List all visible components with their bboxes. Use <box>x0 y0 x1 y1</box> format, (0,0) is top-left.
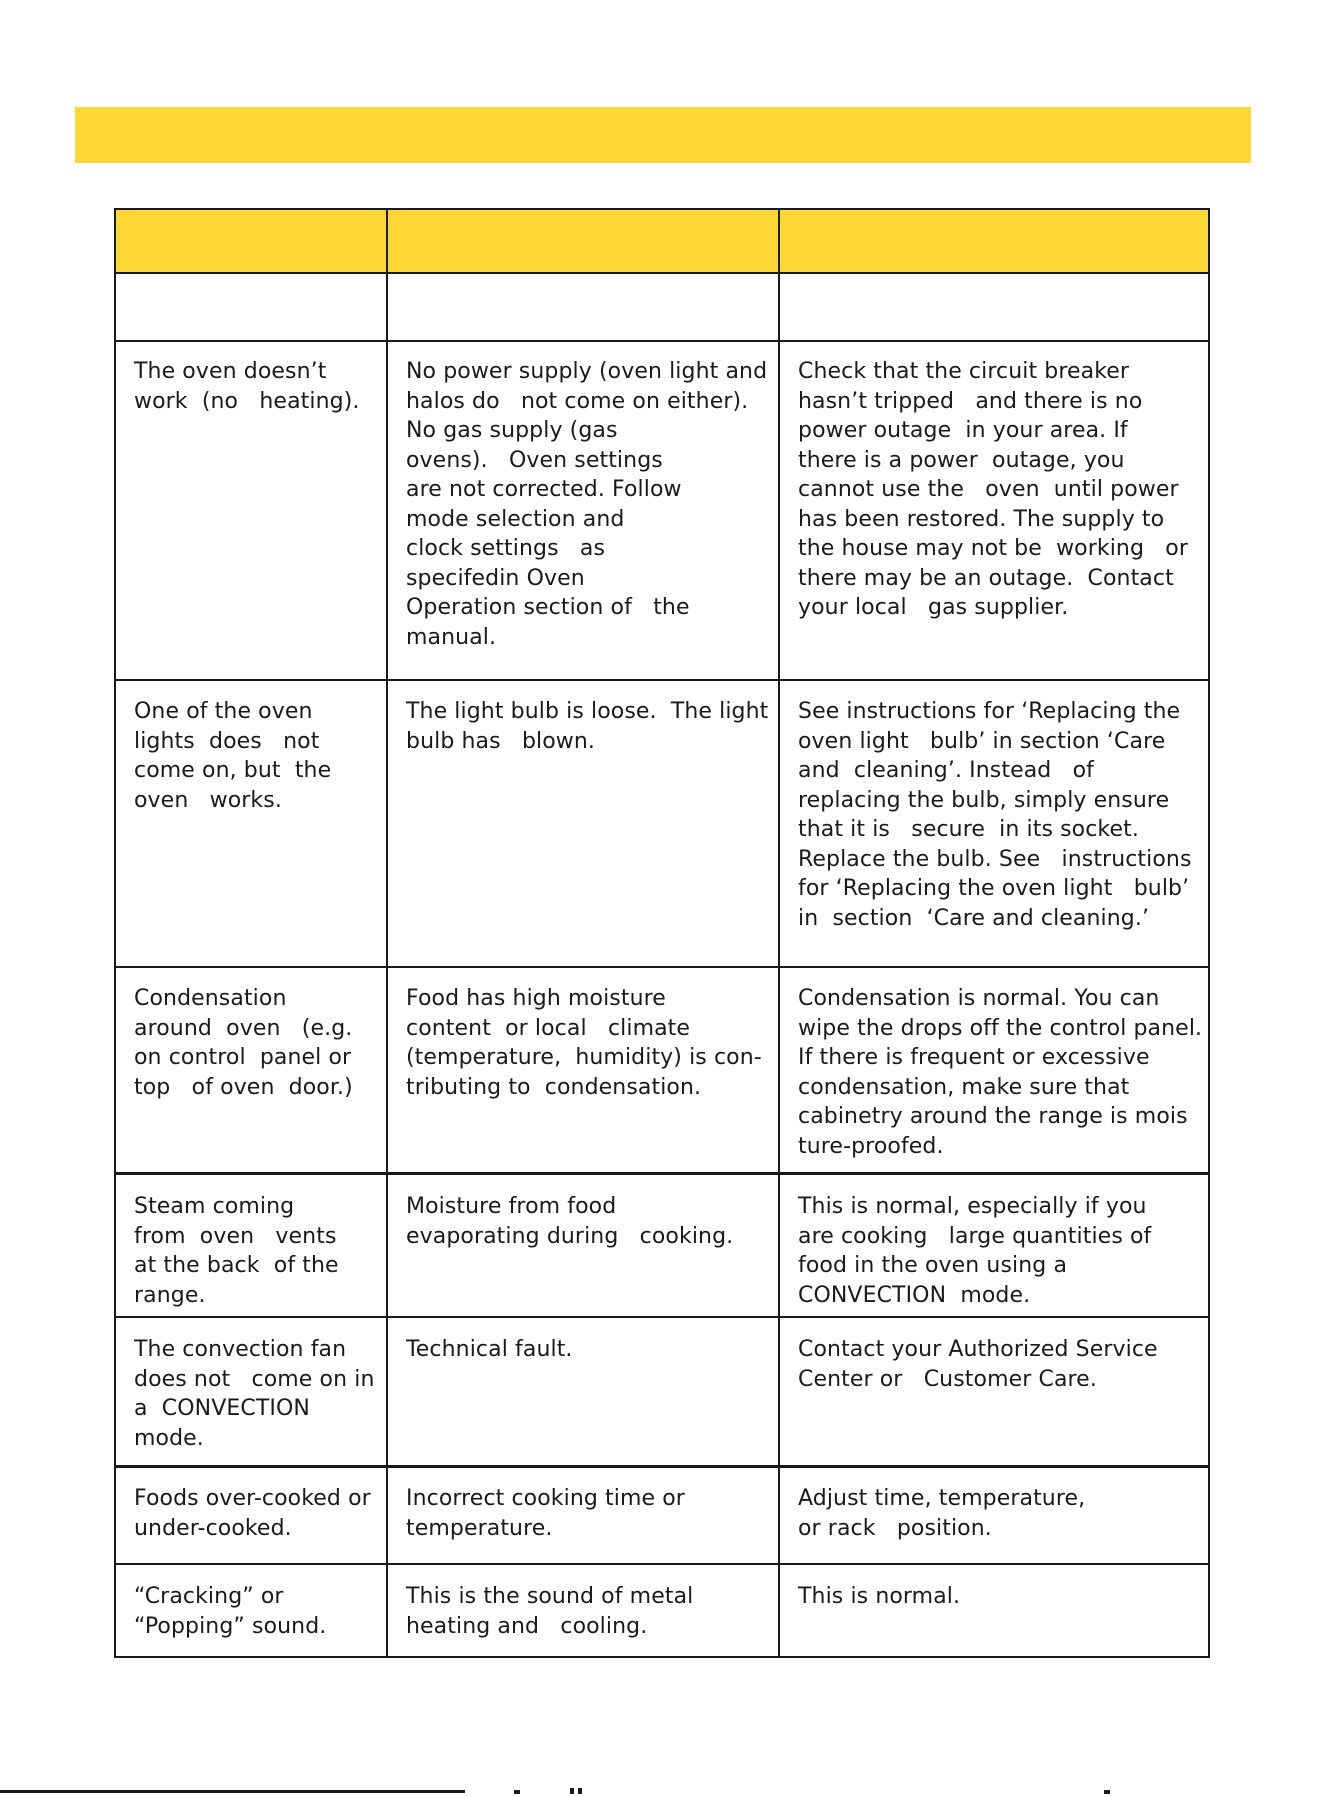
solution-cell: Adjust time, temperature, or rack position. <box>798 1486 1086 1541</box>
solution-cell: Condensation is normal. You can wipe the drops off the control panel. If there is frequent or excessive condensation, make sure that cabinetry around the range is mois ture-proofed. <box>798 986 1203 1159</box>
cause-cell: Food has high moisture content or local climate (temperature, humidity) is con- tributing to condensation. <box>406 986 762 1100</box>
table-rule <box>114 208 1210 210</box>
table-header-row <box>114 208 1210 274</box>
troubleshooting-table <box>114 208 1210 1658</box>
cause-cell: Moisture from food evaporating during cooking. <box>406 1194 734 1249</box>
problem-cell: Foods over-cooked or under-cooked. <box>134 1486 371 1541</box>
problem-cell: “Cracking” or “Popping” sound. <box>134 1584 327 1639</box>
problem-cell: Condensation around oven (e.g. on control panel or top of oven door.) <box>134 986 353 1100</box>
table-rule <box>114 679 1210 681</box>
cause-cell: This is the sound of metal heating and cooling. <box>406 1584 694 1639</box>
section-header-bar <box>75 107 1251 163</box>
problem-cell: The convection fan does not come on in a CONVECTION mode. <box>134 1337 375 1451</box>
table-rule <box>386 208 388 1658</box>
table-rule <box>114 272 1210 274</box>
footer-cut-marks <box>500 1788 1120 1794</box>
solution-cell: This is normal. <box>798 1584 961 1609</box>
cause-cell: No power supply (oven light and halos do not come on either). No gas supply (gas ovens). Oven settings are not corrected. Follow mode selection and clock settings as specifedin Oven Operation section of the manual. <box>406 359 768 650</box>
solution-cell: Check that the circuit breaker hasn’t tripped and there is no power outage in your area. If there is a power outage, you cannot use the oven until power has been restored. The supply to the house may not be working or there may be an outage. Contact your local gas supplier. <box>798 359 1189 620</box>
table-rule <box>114 1316 1210 1318</box>
table-rule <box>778 208 780 1658</box>
table-rule <box>114 1172 1210 1175</box>
table-rule <box>114 1563 1210 1565</box>
solution-cell: Contact your Authorized Service Center or Customer Care. <box>798 1337 1158 1392</box>
problem-cell: One of the oven lights does not come on, but the oven works. <box>134 699 332 813</box>
table-rule <box>114 1465 1210 1468</box>
solution-cell: This is normal, especially if you are cooking large quantities of food in the oven using a CONVECTION mode. <box>798 1194 1152 1308</box>
problem-cell: The oven doesn’t work (no heating). <box>134 359 360 414</box>
cause-cell: Technical fault. <box>406 1337 573 1362</box>
table-rule <box>114 340 1210 342</box>
table-rule <box>1208 208 1210 1658</box>
solution-cell: See instructions for ‘Replacing the oven light bulb’ in section ‘Care and cleaning’. Instead of replacing the bulb, simply ensure that it is secure in its socket. Replace the bulb. See instructions for ‘Replacing the oven light bulb’ in section ‘Care and cleaning.’ <box>798 699 1192 931</box>
cause-cell: The light bulb is loose. The light bulb has blown. <box>406 699 769 754</box>
table-rule <box>114 208 116 1658</box>
table-rule <box>114 966 1210 968</box>
cause-cell: Incorrect cooking time or temperature. <box>406 1486 685 1541</box>
table-rule <box>114 1656 1210 1658</box>
footer-rule <box>0 1790 465 1793</box>
problem-cell: Steam coming from oven vents at the back of the range. <box>134 1194 339 1308</box>
